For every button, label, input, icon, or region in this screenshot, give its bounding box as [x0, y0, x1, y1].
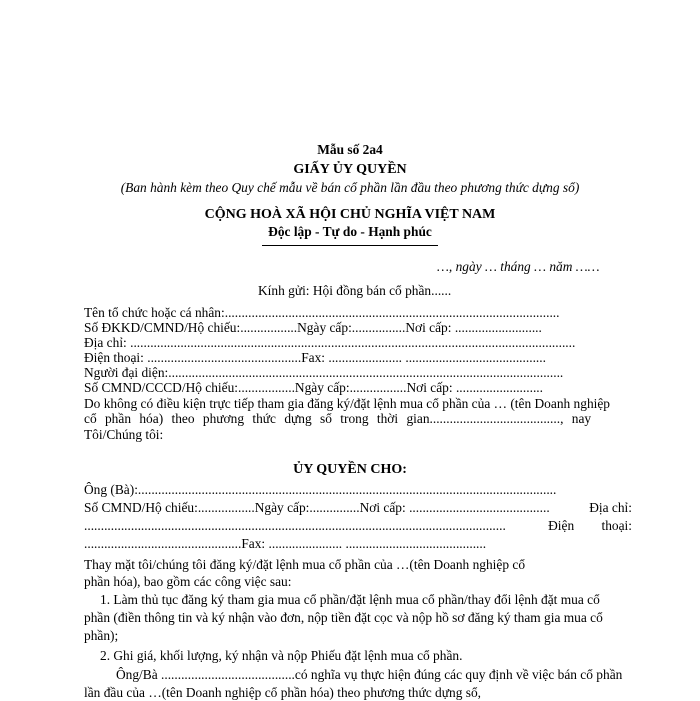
obligation-paragraph-line-1: Ông/Bà ........................................có nghĩa vụ thực hiện đúng các quy định về việc bán cổ phần: [116, 667, 623, 682]
grantor-phone-fax-field: Điện thoại: ..............................................Fax: ...................... ..........................................: [84, 350, 546, 365]
grantee-id-address-row: [84, 500, 632, 516]
grantee-address-label: Địa chỉ:: [589, 500, 632, 515]
task-item-1-line-2: phần (điền thông tin và ký nhận vào đơn, nộp tiền đặt cọc và nộp hồ sơ đăng ký tham gia mua cổ: [84, 610, 603, 625]
representative-id-field: Số CMND/CCCD/Hộ chiếu:.................Ngày cấp:.................Nơi cấp: ..........................: [84, 380, 543, 395]
addressee: Kính gửi: Hội đồng bán cổ phần......: [258, 283, 452, 298]
grantor-address-field: Địa chỉ: .....................................................................................................................................: [84, 335, 576, 350]
form-number: Mẫu số 2a4: [317, 142, 383, 157]
grantee-id-field: Số CMND/Hộ chiếu:.................Ngày cấp:...............Nơi cấp: ..........................................: [84, 500, 550, 515]
obligation-paragraph-line-2: lần đầu của …(tên Doanh nghiệp cổ phần hóa) theo phương thức dựng sổ,: [84, 685, 481, 700]
document-title: GIẤY ỦY QUYỀN: [293, 162, 407, 177]
task-item-1-line-3: phần);: [84, 628, 119, 643]
document-subtitle: (Ban hành kèm theo Quy chế mẫu về bán cổ phần lần đầu theo phương thức dựng sổ): [120, 180, 580, 195]
national-motto: Độc lập - Tự do - Hạnh phúc: [268, 224, 432, 239]
date-line: …, ngày … tháng … năm ……: [437, 259, 600, 274]
national-title: CỘNG HOÀ XÃ HỘI CHỦ NGHĨA VIỆT NAM: [204, 207, 496, 222]
grantee-name-field: Ông (Bà):.............................................................................................................................: [84, 482, 557, 497]
grantor-representative-field: Người đại diện:......................................................................................................................: [84, 365, 564, 380]
grantee-phone-fax-field: ...............................................Fax: ...................... ..........................................: [84, 536, 487, 551]
reason-paragraph-line-1: Do không có điều kiện trực tiếp tham gia đăng ký/đặt lệnh mua cổ phần của … (tên Doanh nghiệp: [84, 396, 611, 411]
reason-paragraph-line-3: Tôi/Chúng tôi:: [84, 427, 164, 442]
task-item-2: 2. Ghi giá, khối lượng, ký nhận và nộp Phiếu đặt lệnh mua cổ phần.: [100, 648, 463, 663]
grantee-address-field: ..............................................................................................................................: [84, 518, 506, 533]
grantor-registration-field: Số ĐKKD/CMND/Hộ chiếu:.................Ngày cấp:................Nơi cấp: ..........................: [84, 320, 542, 335]
section-title: ỦY QUYỀN CHO:: [293, 462, 407, 477]
reason-paragraph-line-2: cổ phần hóa) theo phương thức dựng sổ trong thời gian......................................., nay: [84, 411, 592, 426]
grantor-name-field: Tên tổ chức hoặc cá nhân:....................................................................................................: [84, 305, 560, 320]
grantee-phone-label: Điện thoại:: [548, 518, 632, 533]
motto-underline: [262, 245, 438, 246]
scope-paragraph-line-2: phần hóa), bao gồm các công việc sau:: [84, 574, 292, 589]
scope-paragraph-line-1: Thay mặt tôi/chúng tôi đăng ký/đặt lệnh mua cổ phần của …(tên Doanh nghiệp cổ: [84, 557, 526, 572]
grantee-address-phone-row: [84, 518, 632, 534]
task-item-1-line-1: 1. Làm thủ tục đăng ký tham gia mua cổ phần/đặt lệnh mua cổ phần/thay đổi lệnh đặt mua cổ: [100, 592, 600, 607]
